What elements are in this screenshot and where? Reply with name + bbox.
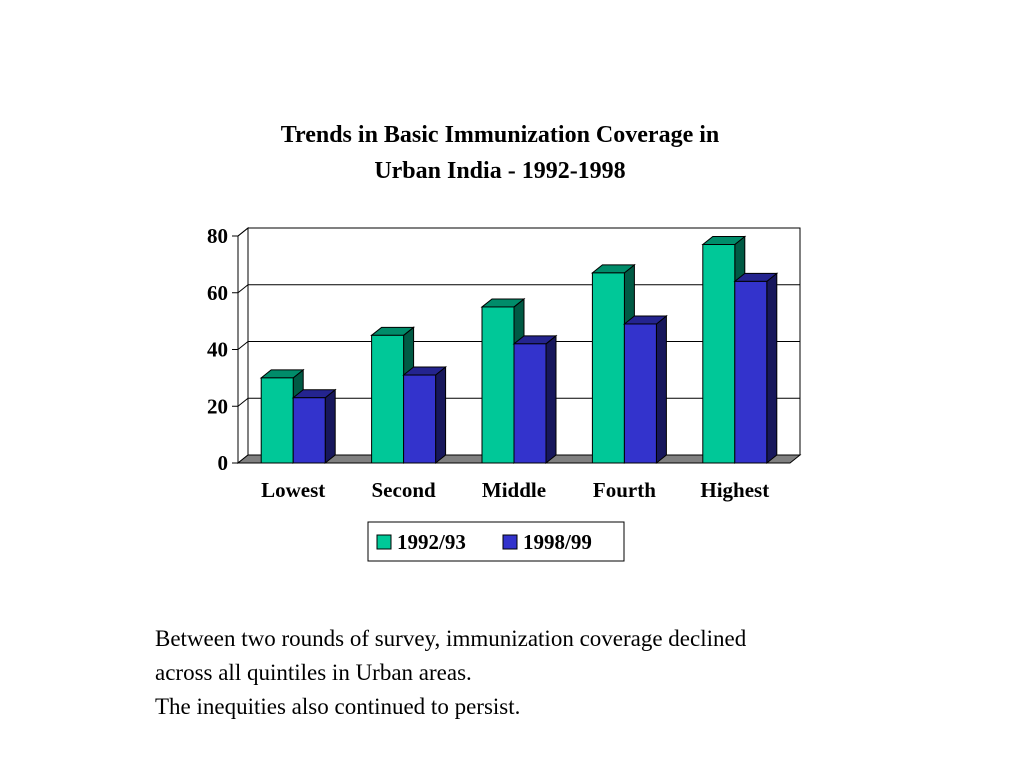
chart-title-line-2: Urban India - 1992-1998 xyxy=(374,158,626,184)
x-category-label: Fourth xyxy=(592,478,656,502)
legend-label: 1992/93 xyxy=(397,530,466,554)
bar-1998/99-Second xyxy=(404,375,436,463)
y-tick-label: 0 xyxy=(217,451,228,475)
bar-1992/93-Second xyxy=(372,335,404,463)
y-tick-label: 60 xyxy=(207,280,228,305)
x-category-label: Highest xyxy=(700,478,770,502)
x-category-label: Second xyxy=(371,478,436,502)
y-tick-label: 40 xyxy=(207,337,228,362)
bar-side-1998/99-Lowest xyxy=(325,390,335,463)
y-tick-label: 80 xyxy=(207,224,228,248)
bar-1992/93-Fourth xyxy=(592,273,624,463)
x-category-label: Middle xyxy=(481,478,547,502)
legend-swatch-1992/93 xyxy=(377,535,391,549)
bar-1992/93-Lowest xyxy=(261,378,293,463)
bar-1998/99-Highest xyxy=(735,281,767,463)
bar-1998/99-Fourth xyxy=(624,324,656,463)
caption-line-2: across all quintiles in Urban areas. xyxy=(155,660,472,685)
y-tick-label: 20 xyxy=(207,394,228,419)
chart-title-line-1: Trends in Basic Immunization Coverage in xyxy=(280,122,720,148)
bar-1998/99-Middle xyxy=(514,344,546,463)
legend-label: 1998/99 xyxy=(523,530,592,554)
legend-swatch-1998/99 xyxy=(503,535,517,549)
bar-side-1998/99-Fourth xyxy=(656,316,666,463)
caption-line-3: The inequities also continued to persist. xyxy=(155,694,521,719)
bar-side-1998/99-Second xyxy=(436,367,446,463)
caption-line-1: Between two rounds of survey, immunization coverage declined xyxy=(155,626,747,651)
bar-side-1998/99-Highest xyxy=(767,273,777,463)
bar-1992/93-Middle xyxy=(482,307,514,463)
bar-1998/99-Lowest xyxy=(293,398,325,463)
bar-side-1998/99-Middle xyxy=(546,336,556,463)
bar-1992/93-Highest xyxy=(703,245,735,463)
x-category-label: Lowest xyxy=(261,478,326,502)
